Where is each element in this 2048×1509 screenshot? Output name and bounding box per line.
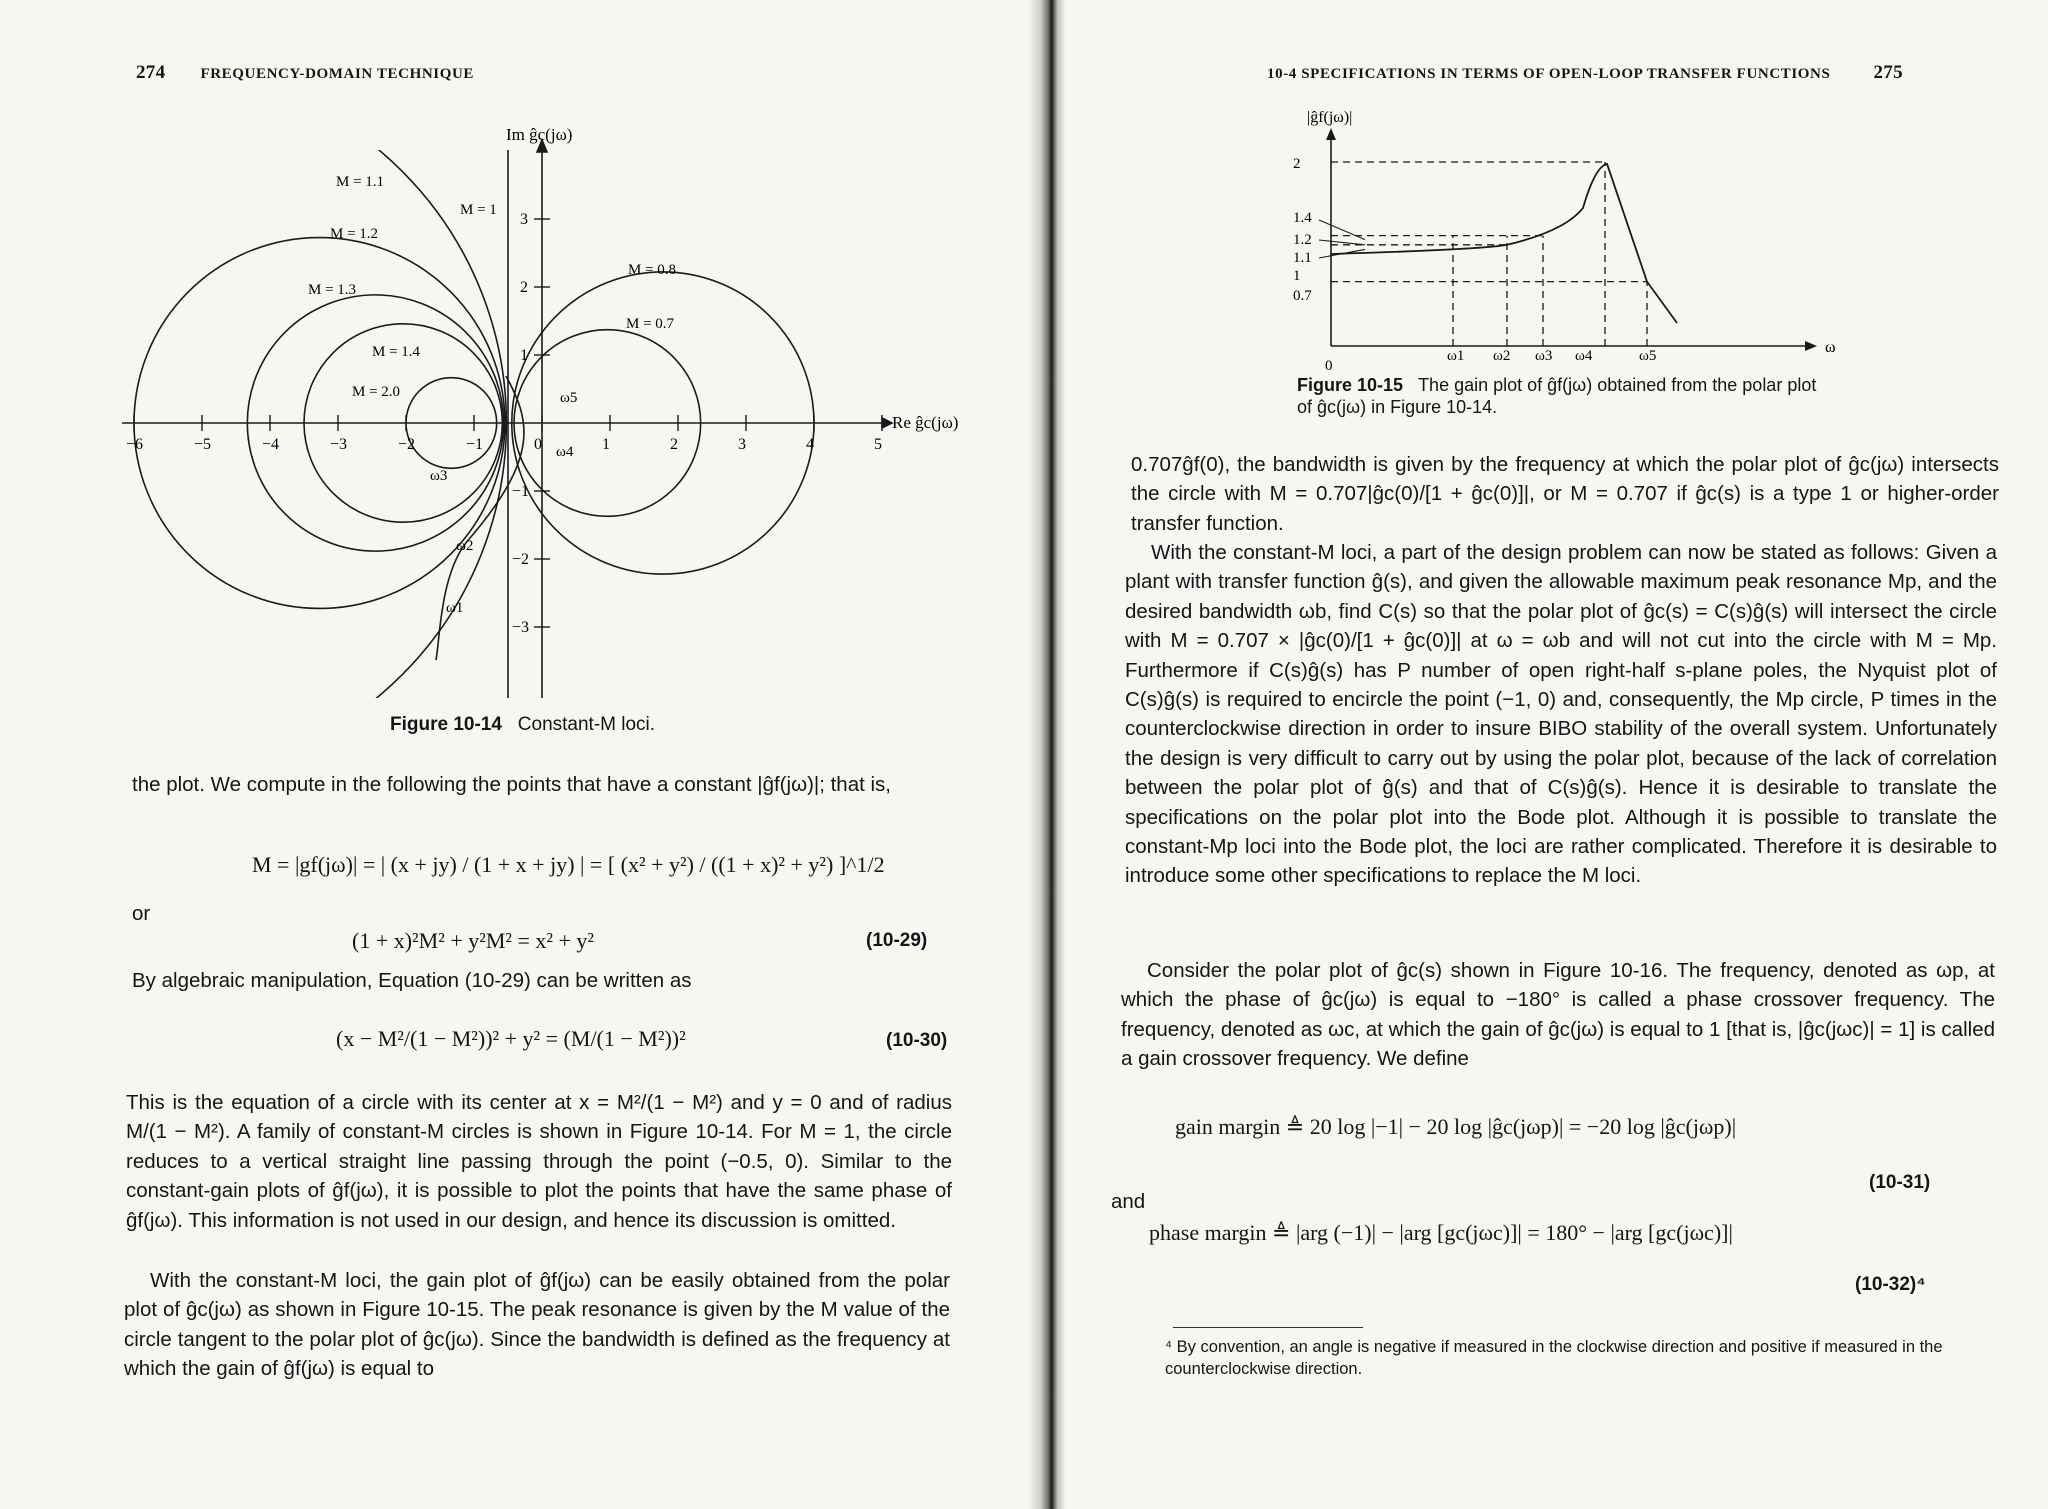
omega-3-label: ω3 [430,468,448,484]
omega-5-label: ω5 [560,390,578,406]
equation-10-30: (x − M²/(1 − M²))² + y² = (M/(1 − M²))² [336,1026,686,1051]
label-m-1-3: M = 1.3 [308,282,357,298]
x-tick-label: −2 [398,436,416,453]
figure-10-14-caption [390,714,655,736]
caption-text-10-15: The gain plot of ĝf(jω) obtained from the polar plot of ĝc(jω) in Figure 10-14. [1297,375,1817,417]
x-tick-label: −3 [330,436,348,453]
label-m-1: M = 1 [460,202,497,218]
equation-m-gain: M = |gf(jω)| = | (x + jy) / (1 + x + jy) | = [ (x² + y²) / ((1 + x)² + y²) ]^1/2 [252,852,885,877]
right-paragraph-1: 0.707ĝf(0), the bandwidth is given by the frequency at which the polar plot of ĝc(jω) intersects the circle with M = 0.707|ĝc(0)/[1 + ĝc(0)]|, or M = 0.707 if ĝc(s) is a type 1 or higher-order transfer function. [1131,453,1999,535]
figure-10-15-gain-plot [1065,0,2048,400]
leader-1-2 [1319,240,1365,245]
left-paragraph-3: This is the equation of a circle with its center at x = M²/(1 − M²) and y = 0 and of radius M/(1 − M²). A family of constant-M circles is shown in Figure 10-14. For M = 1, the circle reduces to a vertical straight line passing through the point (−0.5, 0). Similar to the constant-gain plots of ĝf(jω), it is possible to plot the points that have the same phase of ĝf(jω). This information is not used in our design, and hence its discussion is omitted. [126,1091,952,1232]
y-tick-label: −3 [512,619,530,636]
caption-label-10-14: Figure 10-14 [390,714,502,735]
book-gutter [1030,0,1065,1509]
left-paragraph-4: With the constant-M loci, the gain plot of ĝf(jω) can be easily obtained from the polar plot of ĝc(jω) as shown in Figure 10-15. The peak resonance is given by the M value of the circle tangent to the polar plot of ĝc(jω). Since the bandwidth is defined as the frequency at which the gain of ĝf(jω) is equal to [124,1269,950,1381]
omega-4-label: ω4 [556,444,574,460]
gain-tick-label: 1 [1293,268,1301,284]
caption-text-10-14: Constant-M loci. [517,714,656,735]
word-and: and [1111,1190,1146,1213]
running-head-left: FREQUENCY-DOMAIN TECHNIQUE [200,66,475,82]
gain-tick-label: 2 [1293,156,1301,172]
running-head-right: 10-4 SPECIFICATIONS IN TERMS OF OPEN-LOOP TRANSFER FUNCTIONS [1267,66,1831,82]
page-number-left: 274 [136,62,166,83]
gain-axis-label: |ĝf(jω)| [1307,109,1353,126]
y-tick-label: 1 [520,347,528,364]
left-paragraph-2: By algebraic manipulation, Equation (10-29) can be written as [132,969,692,992]
y-tick-label: 2 [520,279,528,296]
im-axis-label: Im ĝc(jω) [506,125,573,144]
word-or: or [132,902,151,925]
equation-10-31: gain margin ≜ 20 log |−1| − 20 log |ĝc(jωp)| = −20 log |ĝc(jωp)| [1175,1114,1737,1139]
equation-number-10-30: (10-30) [886,1030,948,1051]
omega-tick-label: ω5 [1639,348,1657,364]
figure-10-15-caption [1297,374,1817,418]
footnote: ⁴ By convention, an angle is negative if measured in the clockwise direction and positive if measured in the counterclockwise direction. [1165,1338,1943,1378]
gain-tick-label: 1.4 [1293,210,1312,226]
y-tick-label: −2 [512,551,530,568]
right-paragraph-3: Consider the polar plot of ĝc(s) shown in Figure 10-16. The frequency, denoted as ωp, at which the phase of ĝc(jω) is equal to −180° is called a phase crossover frequency. The frequency, denoted as ωc, at which the gain of ĝc(jω) is equal to 1 [that is, |ĝc(jωc)| = 1] is called a gain crossover frequency. We define [1121,959,1995,1071]
equation-number-10-31: (10-31) [1869,1172,1931,1193]
label-m-1-2: M = 1.2 [330,226,379,242]
x-tick-label: −6 [126,436,144,453]
x-tick-label: 5 [874,436,882,453]
omega-1-label: ω1 [446,600,464,616]
gain-axis-arrow [1326,128,1336,140]
figure-10-14-constant-m-loci [0,0,1030,700]
label-m-0-8: M = 0.8 [628,262,677,278]
omega-tick-label: ω3 [1535,348,1553,364]
omega-tick-label: ω2 [1493,348,1511,364]
omega-axis-arrow [1805,341,1817,351]
equation-number-10-32: (10-32)⁴ [1855,1274,1926,1295]
gain-curve [1331,164,1677,323]
x-tick-label: 0 [534,436,542,453]
equation-number-10-29: (10-29) [866,930,928,951]
x-tick-label: 1 [602,436,610,453]
x-tick-label: −1 [466,436,484,453]
equation-10-32: phase margin ≜ |arg (−1)| − |arg [gc(jωc)]| = 180° − |arg [gc(jωc)]| [1149,1220,1733,1245]
x-tick-label: 2 [670,436,678,453]
omega-tick-label: 0 [1325,358,1333,374]
page-number-right: 275 [1873,62,1903,83]
right-paragraph-2: With the constant-M loci, a part of the design problem can now be stated as follows: Given a plant with transfer function ĝ(s), and given the allowable maximum peak resonance Mp, and the desired bandwidth ωb, find C(s) so that the polar plot of ĝc(s) = C(s)ĝ(s) will intersect the circle with M = 0.707 × |ĝc(0)/[1 + ĝc(0)]| at ω = ωb and will not cut into the circle with M = Mp. Furthermore if C(s)ĝ(s) has P number of open right-half s-plane poles, the Nyquist plot of C(s)ĝ(s) is required to encircle the point (−1, 0) and, consequently, the Mp circle, P times in the counterclockwise direction in order to insure BIBO stability of the overall system. Unfortunately the design is very difficult to carry out by using the polar plot, because of the lack of correlation between the polar plot of ĝ(s) and that of C(s)ĝ(s). Hence it is desirable to translate the specifications on the polar plot into the Bode plot. Although it is possible to translate the constant-Mp loci into the Bode plot, the loci are rather complicated. Therefore it is desirable to introduce some other specifications to replace the M loci. [1125,541,1997,888]
right-page [1065,0,2048,1509]
x-tick-label: −5 [194,436,212,453]
y-tick-label: 3 [520,211,528,228]
equation-10-29: (1 + x)²M² + y²M² = x² + y² [352,928,594,953]
x-tick-label: 3 [738,436,746,453]
x-tick-label: 4 [806,436,814,453]
label-m-2-0: M = 2.0 [352,384,401,400]
leader-1-4 [1319,220,1365,240]
re-axis-label: Re ĝc(jω) [892,413,959,432]
footnote-rule [1173,1327,1363,1328]
label-m-1-1: M = 1.1 [336,174,385,190]
x-tick-label: −4 [262,436,280,453]
gain-tick-label: 0.7 [1293,288,1312,304]
left-paragraph-1: the plot. We compute in the following the points that have a constant |ĝf(jω)|; that is, [132,773,892,796]
re-axis-arrow [882,418,892,428]
omega-axis-label: ω [1825,339,1836,356]
omega-tick-label: ω4 [1575,348,1593,364]
y-tick-label: −1 [512,483,530,500]
label-m-0-7: M = 0.7 [626,316,675,332]
omega-2-label: ω2 [456,538,474,554]
label-m-1-4: M = 1.4 [372,344,421,360]
gain-tick-label: 1.2 [1293,232,1312,248]
caption-label-10-15: Figure 10-15 [1297,375,1404,395]
gain-tick-label: 1.1 [1293,250,1312,266]
omega-tick-label: ω1 [1447,348,1465,364]
